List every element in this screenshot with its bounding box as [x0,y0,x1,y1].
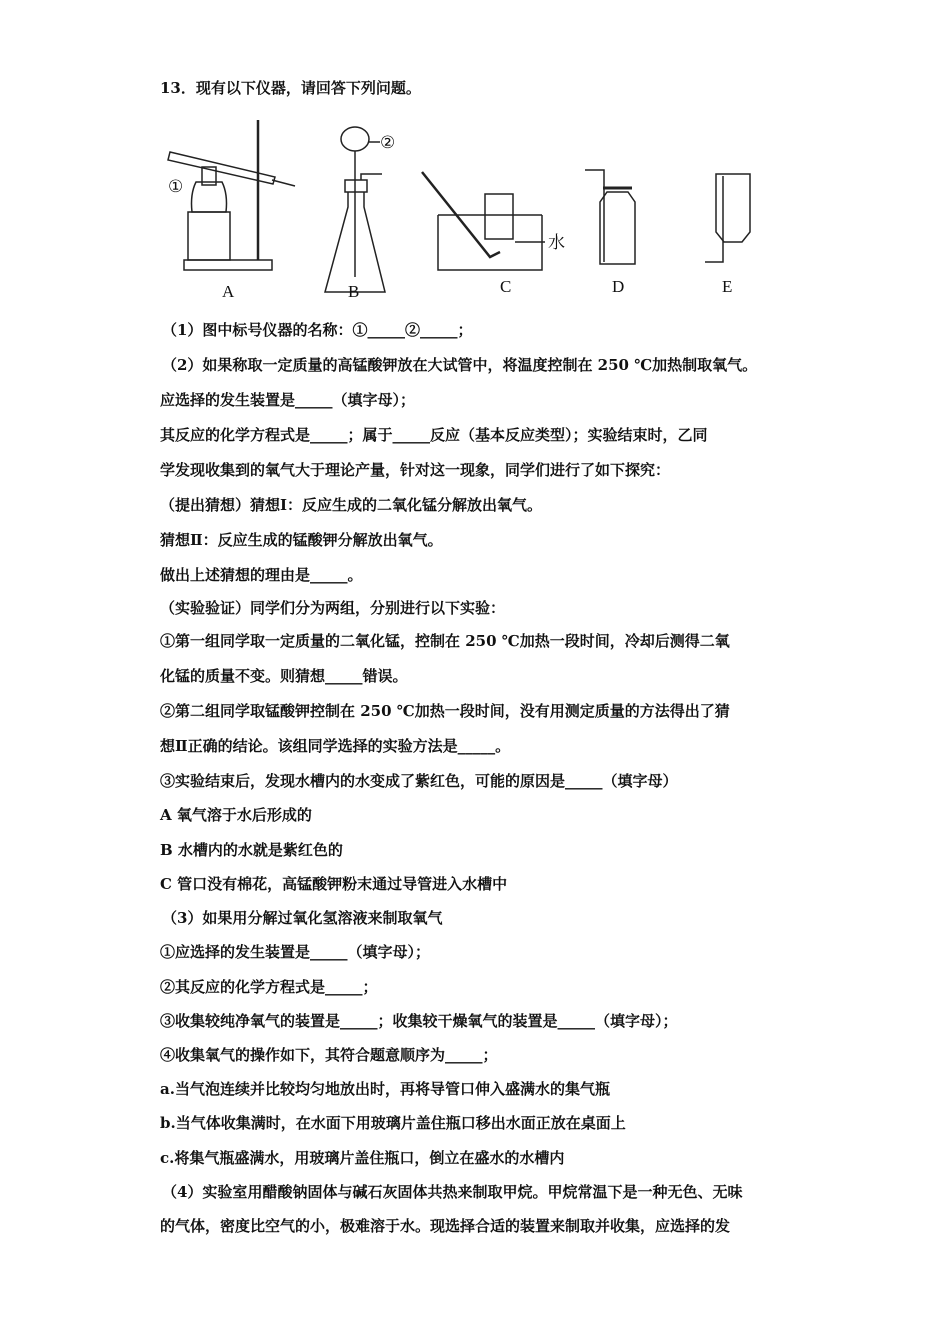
step-a: a.当气泡连续并比较均匀地放出时，再将导管口伸入盛满水的集气瓶 [160,1080,610,1098]
text-line: 学发现收集到的氧气大于理论产量，针对这一现象，同学们进行了如下探究： [160,461,671,479]
label-c: C [500,277,512,296]
text-line: 的气体，密度比空气的小，极难溶于水。现选择合适的装置来制取并收集，应选择的发 [160,1217,731,1235]
apparatus-e [705,174,750,296]
text-line: ①第一组同学取一定质量的二氧化锰，控制在 250 ℃加热一段时间，冷却后测得二氧 [160,632,730,650]
label-d: D [612,277,625,296]
text-line: （3）如果用分解过氧化氢溶液来制取氧气 [162,909,443,927]
label-a: A [222,282,235,301]
question-title: 13．现有以下仪器，请回答下列问题。 [160,79,421,97]
marker-1: ① [168,177,184,196]
option-c: C 管口没有棉花，高锰酸钾粉末通过导管进入水槽中 [160,875,508,893]
text-line: ③实验结束后，发现水槽内的水变成了紫红色，可能的原因是_____（填字母） [160,772,678,790]
text-line: 做出上述猜想的理由是_____。 [160,566,363,584]
text-line: 应选择的发生装置是_____（填字母）； [160,391,416,409]
text-line: ②第二组同学取锰酸钾控制在 250 ℃加热一段时间，没有用测定质量的方法得出了猜 [160,702,730,720]
label-b: B [348,282,360,301]
text-line: ③收集较纯净氧气的装置是_____；收集较干燥氧气的装置是_____（填字母）； [160,1012,678,1030]
text-line: 猜想Ⅱ：反应生成的锰酸钾分解放出氧气。 [160,531,443,549]
apparatus-d [585,170,635,296]
text-line: （实验验证）同学们分为两组，分别进行以下实验： [160,599,506,617]
text-line: ①应选择的发生装置是_____（填字母）； [160,943,431,961]
apparatus-c [422,172,565,296]
text-line: （提出猜想）猜想Ⅰ：反应生成的二氧化锰分解放出氧气。 [160,496,543,514]
text-line: ②其反应的化学方程式是_____； [160,978,378,996]
apparatus-a [168,120,295,301]
text-line: （1）图中标号仪器的名称：①_____②_____； [162,321,473,339]
text-line: 其反应的化学方程式是_____；属于_____反应（基本反应类型）；实验结束时，乙同 [160,426,708,444]
option-b: B 水槽内的水就是紫红色的 [160,841,343,859]
step-c: c.将集气瓶盛满水，用玻璃片盖住瓶口，倒立在盛水的水槽内 [160,1149,565,1167]
text-line: ④收集氧气的操作如下，其符合题意顺序为_____； [160,1046,498,1064]
marker-2: ② [380,133,396,152]
step-b: b.当气体收集满时，在水面下用玻璃片盖住瓶口移出水面正放在桌面上 [160,1114,626,1132]
text-line: 想Ⅱ正确的结论。该组同学选择的实验方法是_____。 [160,737,511,755]
label-e: E [722,277,733,296]
apparatus-b [325,127,395,301]
water-label: 水 [548,233,565,252]
apparatus-figure [160,112,800,302]
text-line: （2）如果称取一定质量的高锰酸钾放在大试管中，将温度控制在 250 ℃加热制取氧气。 [162,356,758,374]
option-a: A 氧气溶于水后形成的 [160,806,312,824]
text-line: 化锰的质量不变。则猜想_____错误。 [160,667,408,685]
text-line: （4）实验室用醋酸钠固体与碱石灰固体共热来制取甲烷。甲烷常温下是一种无色、无味 [162,1183,743,1201]
